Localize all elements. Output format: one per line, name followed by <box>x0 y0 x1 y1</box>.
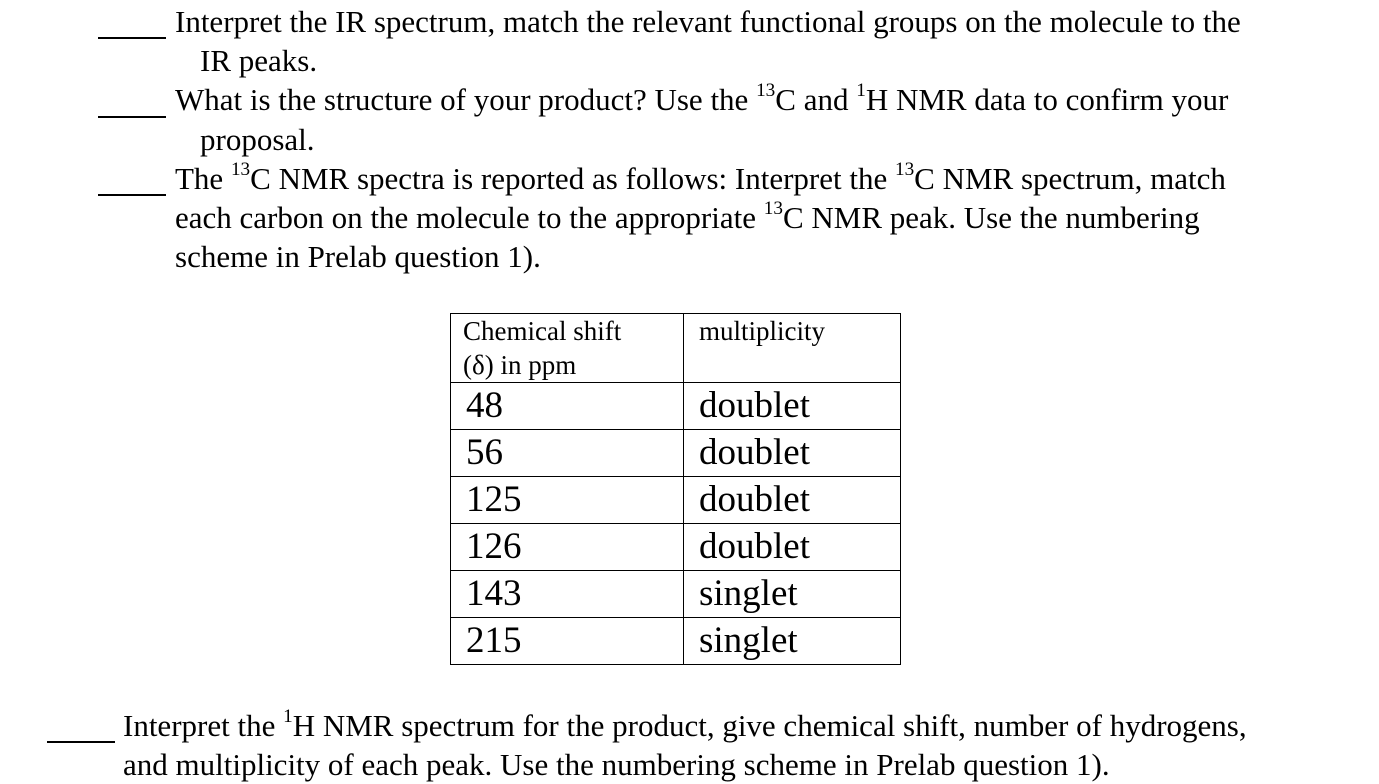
cell-shift: 143 <box>451 571 684 618</box>
q4-superscript-1: 1 <box>283 705 293 727</box>
question-4-line-2: and multiplicity of each peak. Use the numbering scheme in Prelab question 1). <box>123 747 1110 782</box>
q2-superscript-1: 1 <box>856 79 866 101</box>
q3-superscript-13b: 13 <box>894 158 915 180</box>
question-3-line-2 <box>175 198 1200 237</box>
q4-text-a: Interpret the <box>123 708 284 743</box>
header-shift-line-1: Chemical shift <box>463 316 622 346</box>
answer-blank-q3[interactable] <box>98 194 166 196</box>
q3-text-a: The <box>175 161 231 196</box>
table-row <box>451 383 901 430</box>
question-3-line-3: scheme in Prelab question 1). <box>175 239 541 274</box>
c13-nmr-table <box>450 313 901 665</box>
cell-shift: 56 <box>451 430 684 477</box>
table-header-row <box>451 314 901 383</box>
table-row <box>451 430 901 477</box>
question-2-line-2: proposal. <box>200 122 315 157</box>
table-row <box>451 524 901 571</box>
answer-blank-q1[interactable] <box>98 37 166 39</box>
header-shift-line-2: (δ) in ppm <box>463 350 577 380</box>
q3-superscript-13a: 13 <box>230 158 251 180</box>
q3-text-b: C NMR spectra is reported as follows: Interpret the <box>250 161 895 196</box>
q2-text-c: H NMR data to confirm your <box>865 82 1229 117</box>
cell-multiplicity: doublet <box>684 383 901 430</box>
cell-multiplicity: doublet <box>684 430 901 477</box>
answer-blank-q2[interactable] <box>98 116 166 118</box>
q2-text-a: What is the structure of your product? Use the <box>175 82 757 117</box>
cell-multiplicity: singlet <box>684 618 901 665</box>
q2-superscript-13: 13 <box>756 79 776 101</box>
header-chemical-shift <box>451 314 684 383</box>
answer-blank-q4[interactable] <box>47 741 115 743</box>
q3-text-d: each carbon on the molecule to the appropriate <box>175 200 764 235</box>
header-multiplicity: multiplicity <box>684 314 901 383</box>
table-row <box>451 618 901 665</box>
cell-shift: 125 <box>451 477 684 524</box>
question-3-line-1 <box>175 159 1226 198</box>
q3-text-c: C NMR spectrum, match <box>914 161 1226 196</box>
cell-multiplicity: singlet <box>684 571 901 618</box>
question-1-line-1: Interpret the IR spectrum, match the relevant functional groups on the molecule to the <box>175 4 1241 39</box>
cell-shift: 126 <box>451 524 684 571</box>
cell-multiplicity: doublet <box>684 524 901 571</box>
cell-multiplicity: doublet <box>684 477 901 524</box>
question-1-line-2: IR peaks. <box>200 43 318 78</box>
q3-text-e: C NMR peak. Use the numbering <box>782 200 1200 235</box>
q2-text-b: C and <box>775 82 857 117</box>
question-4-line-1 <box>123 706 1247 745</box>
q4-text-b: H NMR spectrum for the product, give chemical shift, number of hydrogens, <box>292 708 1247 743</box>
cell-shift: 48 <box>451 383 684 430</box>
q3-superscript-13c: 13 <box>763 197 783 219</box>
table-row <box>451 571 901 618</box>
table-row <box>451 477 901 524</box>
cell-shift: 215 <box>451 618 684 665</box>
question-2-line-1 <box>175 80 1228 119</box>
